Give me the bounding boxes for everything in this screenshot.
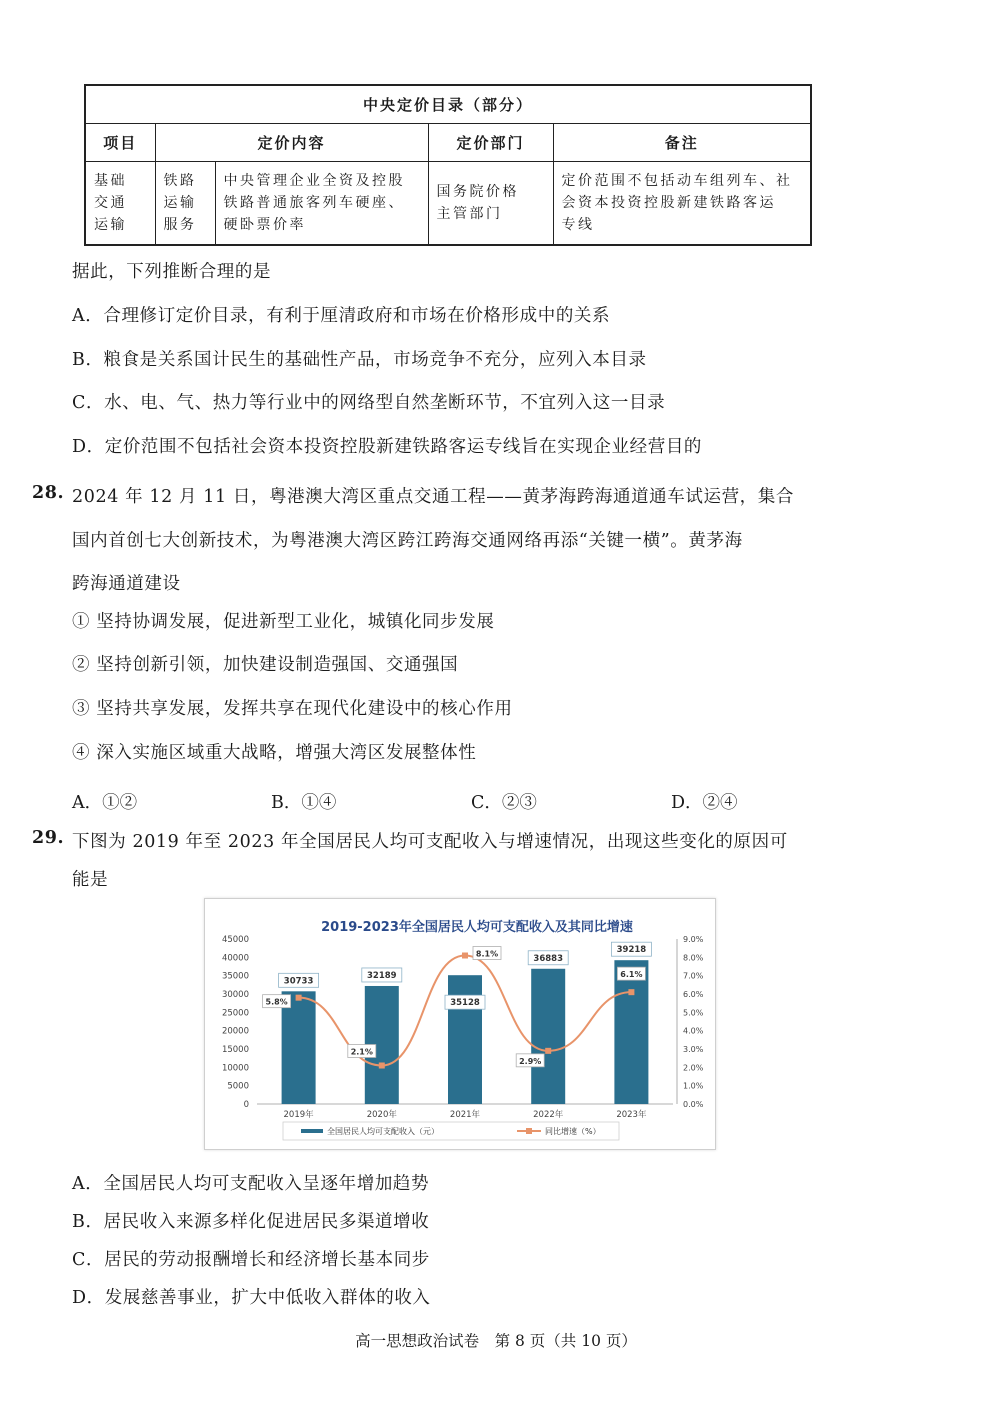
header-item: 项目 <box>85 123 155 161</box>
y-right-tick-label: 5.0% <box>683 1008 704 1018</box>
cell-item: 基础 交通 运输 <box>85 161 155 245</box>
income-bar <box>448 975 482 1104</box>
income-value-label: 36883 <box>533 953 563 964</box>
header-remark: 备注 <box>553 123 811 161</box>
q28-number: 28. <box>32 483 65 503</box>
growth-rate-point <box>628 989 634 995</box>
y-left-tick-label: 35000 <box>221 971 249 982</box>
y-right-tick-label: 6.0% <box>683 990 704 999</box>
y-right-tick-label: 8.0% <box>683 953 704 963</box>
q29-option-c[interactable]: C．居民的劳动报酬增长和经济增长基本同步 <box>72 1250 430 1270</box>
growth-rate-point <box>545 1048 551 1054</box>
x-tick-label: 2023年 <box>616 1110 647 1120</box>
q28-stem-line-2: 国内首创七大创新技术，为粤港澳大湾区跨江跨海交通网络再添“关键一横”。黄茅海 <box>72 531 743 551</box>
y-right-tick-label: 9.0% <box>683 935 704 944</box>
q28-stem-line-1: 2024 年 12 月 11 日，粤港澳大湾区重点交通工程——黄茅海跨海通道通车试运营，集合 <box>72 487 794 507</box>
legend-bar-label: 全国居民人均可支配收入（元） <box>327 1127 439 1136</box>
income-bar <box>282 991 316 1104</box>
legend-line-label: 同比增速（%） <box>545 1127 601 1136</box>
cell-sub: 铁路 运输 服务 <box>155 161 215 245</box>
y-left-tick-label: 45000 <box>221 935 249 945</box>
q27-option-b[interactable]: B．粮食是关系国计民生的基础性产品，市场竞争不充分，应列入本目录 <box>72 350 647 370</box>
y-right-tick-label: 1.0% <box>683 1081 704 1091</box>
cell-remark: 定价范围不包括动车组列车、社 会资本投资控股新建铁路客运 专线 <box>553 161 811 245</box>
x-tick-label: 2021年 <box>449 1110 481 1120</box>
pricing-table <box>84 84 812 246</box>
growth-rate-label: 8.1% <box>475 949 499 959</box>
header-content: 定价内容 <box>155 123 428 161</box>
income-bar <box>614 960 648 1104</box>
y-right-tick-label: 2.0% <box>683 1063 704 1073</box>
income-chart <box>204 898 716 1150</box>
income-chart-svg <box>205 899 715 1149</box>
q28-statement-4: ④ 深入实施区域重大战略，增强大湾区发展整体性 <box>72 743 477 763</box>
q28-option-c[interactable]: C．②③ <box>471 793 537 813</box>
growth-rate-label: 2.9% <box>519 1056 542 1066</box>
table-title: 中央定价目录（部分） <box>85 85 811 123</box>
q28-stem-line-3: 跨海通道建设 <box>72 574 181 594</box>
q29-number: 29. <box>32 828 65 848</box>
q29-stem-line-2: 能是 <box>72 870 109 890</box>
q27-option-a[interactable]: A．合理修订定价目录，有利于厘清政府和市场在价格形成中的关系 <box>72 306 611 326</box>
x-tick-label: 2022年 <box>533 1110 564 1120</box>
q27-option-d[interactable]: D．定价范围不包括社会资本投资控股新建铁路客运专线旨在实现企业经营目的 <box>72 437 703 457</box>
q29-stem-line-1: 下图为 2019 年至 2023 年全国居民人均可支配收入与增速情况，出现这些变化的原因可 <box>72 832 788 852</box>
y-left-tick-label: 40000 <box>221 953 249 964</box>
cell-content: 中央管理企业全资及控股 铁路普通旅客列车硬座、 硬卧票价率 <box>215 161 428 245</box>
y-left-tick-label: 25000 <box>221 1008 249 1019</box>
y-right-tick-label: 4.0% <box>683 1026 704 1036</box>
y-left-tick-label: 0 <box>243 1100 249 1110</box>
y-right-tick-label: 3.0% <box>683 1045 704 1054</box>
income-value-label: 39218 <box>616 945 647 956</box>
growth-rate-point <box>296 995 302 1001</box>
income-value-label: 32189 <box>367 970 397 981</box>
income-value-label: 35128 <box>450 998 480 1009</box>
q29-option-d[interactable]: D．发展慈善事业，扩大中低收入群体的收入 <box>72 1288 431 1308</box>
income-value-label: 30733 <box>283 976 314 987</box>
y-left-tick-label: 30000 <box>221 990 249 1000</box>
y-right-tick-label: 7.0% <box>683 971 704 981</box>
legend-line-marker <box>526 1128 532 1134</box>
x-tick-label: 2020年 <box>366 1110 397 1120</box>
cell-department: 国务院价格 主管部门 <box>428 161 553 245</box>
q28-option-a[interactable]: A．①② <box>72 793 138 813</box>
growth-rate-label: 2.1% <box>350 1047 373 1057</box>
page-footer: 高一思想政治试卷 第 8 页（共 10 页） <box>355 1332 637 1350</box>
q29-option-b[interactable]: B．居民收入来源多样化促进居民多渠道增收 <box>72 1212 430 1232</box>
y-left-tick-label: 10000 <box>221 1063 249 1074</box>
header-department: 定价部门 <box>428 123 553 161</box>
q28-option-d[interactable]: D．②④ <box>671 793 738 813</box>
y-left-tick-label: 15000 <box>221 1045 249 1055</box>
income-bar <box>531 969 565 1104</box>
q28-statement-2: ② 坚持创新引领，加快建设制造强国、交通强国 <box>72 655 459 675</box>
y-right-tick-label: 0.0% <box>683 1100 704 1109</box>
q28-statement-3: ③ 坚持共享发展，发挥共享在现代化建设中的核心作用 <box>72 699 513 719</box>
q28-option-b[interactable]: B．①④ <box>271 793 337 813</box>
growth-rate-point <box>379 1063 385 1069</box>
growth-rate-label: 5.8% <box>265 997 288 1007</box>
q29-option-a[interactable]: A．全国居民人均可支配收入呈逐年增加趋势 <box>72 1174 430 1194</box>
growth-rate-point <box>462 953 468 959</box>
q27-stem: 据此，下列推断合理的是 <box>72 262 272 282</box>
growth-rate-label: 6.1% <box>620 970 643 980</box>
q27-option-c[interactable]: C．水、电、气、热力等行业中的网络型自然垄断环节，不宜列入这一目录 <box>72 393 666 413</box>
y-left-tick-label: 20000 <box>221 1026 249 1037</box>
y-left-tick-label: 5000 <box>227 1081 249 1092</box>
q28-statement-1: ① 坚持协调发展，促进新型工业化，城镇化同步发展 <box>72 612 495 632</box>
x-tick-label: 2019年 <box>283 1110 314 1120</box>
chart-title: 2019-2023年全国居民人均可支配收入及其同比增速 <box>321 920 633 935</box>
